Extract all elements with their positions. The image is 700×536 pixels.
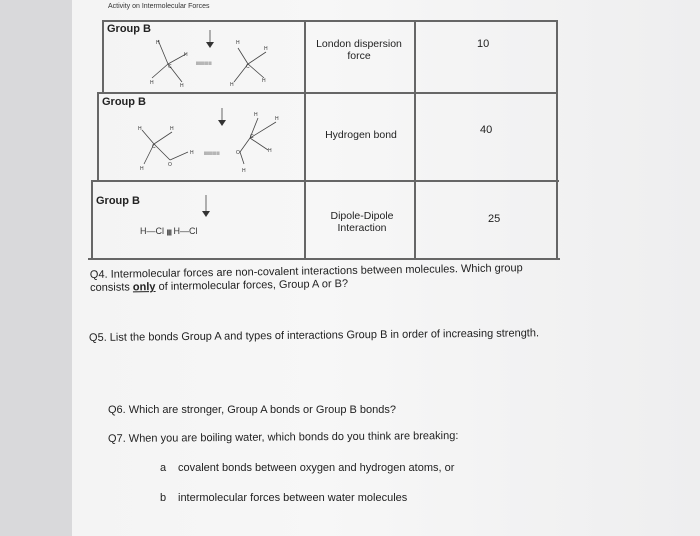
- question-q5: Q5. List the bonds Group A and types of interactions Group B in order of increasing strength.: [88, 327, 540, 344]
- svg-text:C: C: [152, 144, 156, 150]
- force-name: Dipole-Dipole Interaction: [330, 210, 394, 234]
- svg-text:H: H: [254, 112, 258, 118]
- option-b-text: intermolecular forces between water molecules: [178, 492, 408, 504]
- question-q7: Q7. When you are boiling water, which bonds do you think are breaking:: [107, 429, 459, 445]
- svg-text:C: C: [168, 64, 172, 70]
- svg-text:C: C: [250, 134, 254, 140]
- worksheet-header: Activity on Intermolecular Forces: [108, 3, 210, 10]
- ethane-molecule-pair: [138, 28, 288, 90]
- strength-value: 40: [480, 124, 493, 136]
- question-q6: Q6. Which are stronger, Group A bonds or Group B bonds?: [108, 404, 396, 416]
- svg-text:H: H: [140, 166, 144, 172]
- force-name: Hydrogen bond: [325, 129, 397, 141]
- svg-text:|||||||||||||||: |||||||||||||||: [196, 60, 212, 65]
- dipole-arrow: [200, 195, 212, 223]
- option-a-letter: a: [160, 462, 167, 474]
- svg-text:H: H: [262, 78, 266, 84]
- svg-text:O: O: [236, 150, 240, 156]
- option-a-text: covalent bonds between oxygen and hydrogen atoms, or: [178, 462, 455, 474]
- group-label: Group B: [96, 195, 140, 207]
- methanol-molecule-pair: [132, 108, 292, 180]
- svg-text:|||||||||||||||: |||||||||||||||: [204, 150, 220, 155]
- svg-text:H: H: [264, 46, 268, 52]
- group-label: Group B: [107, 23, 151, 35]
- hcl-molecule-pair: H—Cl |||||||| H—Cl: [140, 226, 198, 236]
- svg-text:C: C: [246, 64, 250, 70]
- svg-text:H: H: [184, 52, 188, 58]
- svg-text:H: H: [180, 83, 184, 89]
- question-q4: Q4. Intermolecular forces are non-covalent interactions between molecules. Which group consists only of intermolecular forces, Group A or B?: [89, 262, 523, 294]
- option-b-letter: b: [160, 492, 167, 504]
- svg-text:H: H: [236, 40, 240, 46]
- svg-text:H: H: [275, 116, 279, 122]
- svg-text:H: H: [190, 150, 194, 156]
- svg-text:H: H: [268, 148, 272, 154]
- force-name: London dispersion force: [316, 38, 402, 62]
- svg-text:H: H: [170, 126, 174, 132]
- strength-value: 10: [477, 38, 490, 50]
- strength-value: 25: [488, 213, 501, 225]
- group-label: Group B: [102, 96, 146, 108]
- svg-text:H: H: [150, 80, 154, 86]
- svg-text:H: H: [242, 168, 246, 174]
- svg-text:H: H: [138, 126, 142, 132]
- svg-text:H: H: [230, 82, 234, 88]
- svg-text:O: O: [168, 162, 172, 168]
- svg-text:H: H: [156, 40, 160, 46]
